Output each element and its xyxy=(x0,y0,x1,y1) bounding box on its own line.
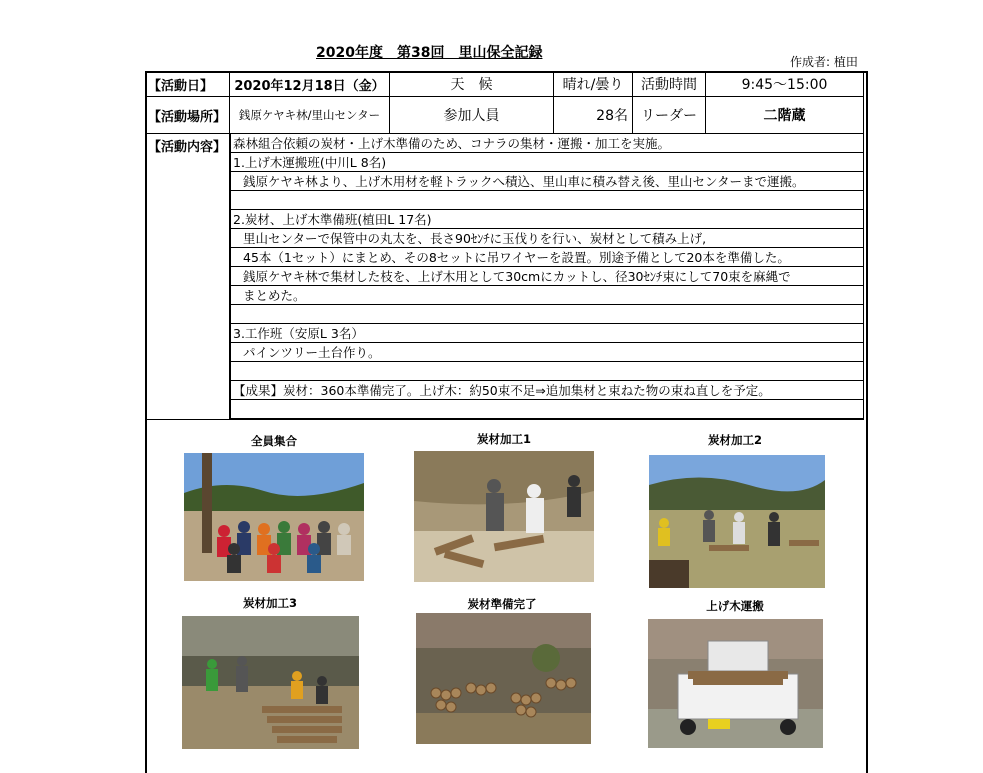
place-value: 銭原ケヤキ林/里山センター xyxy=(229,96,390,134)
leader-label: リーダー xyxy=(632,96,706,134)
leader-value: 二階蔵 xyxy=(705,96,864,134)
photo-caption-1: 全員集合 xyxy=(251,434,297,448)
photo-truck xyxy=(648,619,823,748)
photo-caption-5: 炭材準備完了 xyxy=(467,597,537,611)
page-title: 2020年度 第38回 里山保全記録 xyxy=(316,45,543,61)
participants-value: 28名 xyxy=(553,96,633,134)
content-line-9: まとめた。 xyxy=(230,286,864,305)
content-line-4 xyxy=(230,191,864,210)
content-line-6: 里山センターで保管中の丸太を、長さ90ｾﾝﾁに玉伐りを行い、炭材として積み上げ, xyxy=(230,229,864,248)
photo-charcoal-ready xyxy=(416,613,591,744)
photo-charcoal-2 xyxy=(649,455,825,588)
content-line-2: 1.上げ木運搬班(中川L 8名) xyxy=(230,153,864,172)
content-line-1: 森林組合依頼の炭材・上げ木準備のため、コナラの集材・運搬・加工を実施。 xyxy=(230,133,864,153)
content-line-10 xyxy=(230,305,864,324)
content-label: 【活動内容】 xyxy=(145,133,230,420)
content-line-11: 3.工作班（安原L 3名） xyxy=(230,324,864,343)
author: 作成者: 植田 xyxy=(790,55,858,69)
content-line-7: 45本（1セット）にまとめ、その8セットに吊ワイヤーを設置。別途予備として20本を準備した。 xyxy=(230,248,864,267)
content-line-13 xyxy=(230,362,864,381)
content-line-5: 2.炭材、上げ木準備班(植田L 17名) xyxy=(230,210,864,229)
content-line-14: 【成果】炭材：360本準備完了。上げ木：約50束不足⇒追加集材と束ねた物の束ね直しを予定。 xyxy=(230,381,864,400)
weather-label: 天 候 xyxy=(389,71,554,97)
place-label: 【活動場所】 xyxy=(145,96,230,134)
date-value: 2020年12月18日（金） xyxy=(229,71,390,97)
time-value: 9:45～15:00 xyxy=(705,71,864,97)
photo-caption-2: 炭材加工1 xyxy=(476,432,531,446)
section-divider xyxy=(145,419,864,420)
photo-caption-3: 炭材加工2 xyxy=(707,433,762,447)
content-line-12: パインツリー土台作り。 xyxy=(230,343,864,362)
date-label: 【活動日】 xyxy=(145,71,230,97)
content-line-8: 銭原ケヤキ林で集材した枝を、上げ木用として30cmにカットし、径30ｾﾝﾁ束にして70束を麻縄で xyxy=(230,267,864,286)
photo-caption-6: 上げ木運搬 xyxy=(706,599,764,613)
photo-charcoal-1 xyxy=(414,451,594,582)
time-label: 活動時間 xyxy=(632,71,706,97)
content-line-3: 銭原ケヤキ林より、上げ木用材を軽トラックへ積込、里山車に積み替え後、里山センターまで運搬。 xyxy=(230,172,864,191)
participants-label: 参加人員 xyxy=(389,96,554,134)
photo-charcoal-3 xyxy=(182,616,359,749)
content-line-15 xyxy=(230,400,864,419)
weather-value: 晴れ/曇り xyxy=(553,71,633,97)
photo-group xyxy=(184,453,364,581)
photo-caption-4: 炭材加工3 xyxy=(242,596,297,610)
